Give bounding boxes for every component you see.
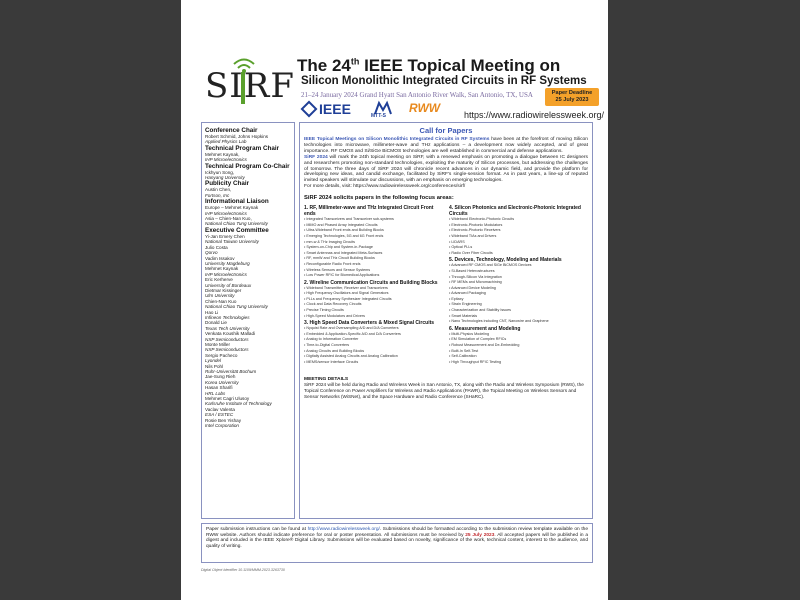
committee-member: Mehmet Kaynak: [205, 266, 239, 272]
focus-area-item: • RF MEMs and Micromachining: [449, 280, 502, 285]
focus-area-item: • Reconfigurable Radio Front ends: [304, 261, 361, 266]
focus-areas: [304, 204, 588, 365]
bullet-icon: •: [304, 343, 307, 348]
focus-area-item: • Time-to-Digital Converters: [304, 343, 350, 348]
mtt-label: MTT-S: [371, 113, 386, 119]
call-for-papers-column: [299, 122, 593, 519]
committee-affiliation: NXP Semiconductors: [205, 336, 249, 342]
page-subtitle: Silicon Monolithic Integrated Circuits in RF Systems: [301, 75, 587, 87]
bullet-icon: •: [449, 263, 452, 268]
committee-role-title: Technical Program Chair: [205, 144, 280, 152]
committee-role-title: Executive Committee: [205, 226, 269, 234]
bullet-icon: •: [449, 217, 452, 222]
bullet-icon: •: [304, 302, 307, 307]
bullet-icon: •: [449, 359, 452, 364]
focus-area-item: • System-on-Chip and System-in-Package: [304, 245, 373, 250]
committee-affiliation: Texas Tech University: [205, 325, 250, 331]
committee-member: Venkata Koushik Malladi: [205, 331, 256, 337]
bullet-icon: •: [304, 256, 307, 261]
bullet-icon: •: [449, 268, 452, 273]
committee-affiliation: NXP Semiconductors: [205, 347, 249, 353]
bullet-icon: •: [304, 313, 307, 318]
committee-affiliation: Infineon Technologies: [205, 314, 250, 320]
focus-area-item: • Wireless Sensors and Sensor Systems: [304, 267, 371, 272]
bullet-icon: •: [449, 319, 452, 324]
committee-affiliation: National Chiao Tung University: [205, 304, 268, 310]
bullet-icon: •: [304, 233, 307, 238]
committee-affiliation: University Magdeburg: [205, 260, 250, 266]
focus-area-item: • High-Speed Modulators and Drivers: [304, 313, 365, 318]
focus-area-title: 4. Silicon Photonics and Electronic-Photonic Integrated Circuits: [449, 205, 581, 218]
focus-area-item: • Precise Timing Circuits: [304, 308, 344, 313]
document-page: [181, 0, 608, 600]
committee-affiliation: National Chiao Tung University: [205, 221, 268, 227]
focus-area-item: • RF, mmW and THz Circuit Building Blocks: [304, 256, 375, 261]
focus-area-title: 1. RF, Millimeter-wave and THz Integrated Circuit Front ends: [304, 205, 434, 218]
bullet-icon: •: [304, 250, 307, 255]
focus-area-item: • Clock and Data Recovery Circuits: [304, 302, 362, 307]
bullet-icon: •: [449, 233, 452, 238]
page-title: The 24th IEEE Topical Meeting on: [297, 56, 561, 75]
focus-area-item: • Nyquist Rate and Oversampling A/D and D/A Converters: [304, 326, 399, 331]
ieee-diamond-icon: [301, 101, 318, 118]
bullet-icon: •: [449, 239, 452, 244]
cfp-intro: IEEE Topical Meetings on Silicon Monolithic Integrated Circuits in RF Systems have been at the forefront of moving Silicon technologies into microwave, millimeter-wave and THz applications – a development now widely accepted, and of great importance. RF CMOS and Si/SiGe BiCMOS technologies are well established in commercial and defense applications. SiRF 2024 will mark the 24th topical meeting on SiRF, with a renewed emphasis on promoting a dialogue between IC designers and researchers promoting non-standard technologies, exploiting the maturity of Silicon processes, but addressing the challenges of tomorrow. The three days of SiRF 2024 will chronicle recent advances in our dynamic field, and provide the platform for developing new ideas, and candid exchange, facilitated by SiRF's single-session format. As in past years, a line-up of reputed invited speakers will stimulate our discussions, with an emphasis on emerging technologies. For more details, visit: https://www.radiowirelessweek.org/conferences/sirf/: [304, 137, 588, 190]
committee-affiliation: University of Bordeaux: [205, 282, 252, 288]
committee-member: Ickhyun Song,: [205, 169, 235, 175]
committee-member: Hasan Sharifi: [205, 385, 233, 391]
focus-area-item: • Analog to Information Converter: [304, 337, 359, 342]
focus-area-item: • Optical PLLs: [449, 245, 473, 250]
focus-area-item: • Wideband Transmitter, Receiver and Transceivers: [304, 285, 388, 290]
committee-member: Austin Chen,: [205, 187, 232, 193]
cfp-heading: Call for Papers: [419, 126, 473, 135]
bullet-icon: •: [449, 348, 452, 353]
focus-area-item: • Strain Engineering: [449, 302, 482, 307]
committee-affiliation: Hanyang University: [205, 175, 245, 181]
bullet-icon: •: [304, 222, 307, 227]
bullet-icon: •: [449, 296, 452, 301]
focus-area-item: • Emerging Technologies, 5G and 6G Front ends: [304, 233, 384, 238]
deadline-label: Paper Deadline: [551, 90, 593, 96]
focus-area-item: • High Throughput RFIC Testing: [449, 359, 501, 364]
committee-member: Monte Miller: [205, 342, 231, 347]
bullet-icon: •: [449, 343, 452, 348]
bullet-icon: •: [304, 326, 307, 331]
committee-role-title: Publicity Chair: [205, 180, 250, 188]
focus-area-item: • MEMS/sensor Interface Circuits: [304, 359, 359, 364]
focus-area-item: • Nano Technologies including CNT, Nanowire and Graphene: [449, 319, 549, 324]
focus-area-item: • Analog Circuits and Building Blocks: [304, 348, 365, 353]
bullet-icon: •: [449, 222, 452, 227]
committee-member: Eric Kerherve: [205, 277, 233, 283]
focus-area-item: • Epitaxy: [449, 296, 464, 301]
paper-deadline-badge: [545, 88, 599, 106]
committee-member: Sergio Pacheco: [205, 352, 238, 358]
bullet-icon: •: [449, 308, 452, 313]
committee-affiliation: Applied Physics Lab: [205, 139, 247, 145]
focus-area-item: • Embedded & Application-Specific A/D and D/A Converters: [304, 331, 401, 336]
bullet-icon: •: [304, 245, 307, 250]
committee-affiliation: Korea University: [205, 379, 239, 385]
bullet-icon: •: [304, 239, 307, 244]
bullet-icon: •: [449, 274, 452, 279]
ieee-logo: IEEE: [303, 101, 351, 117]
committee-affiliation: Qorvo: [205, 250, 218, 256]
bullet-icon: •: [304, 217, 307, 222]
bullet-icon: •: [304, 348, 307, 353]
focus-area-item: • EM Simulation of Complex RFICs: [449, 337, 507, 342]
focus-area-item: • Ultra-Wideband Front ends and Building Blocks: [304, 228, 384, 233]
committee-member: Asia – Chien-Nan Kuo,: [205, 216, 252, 222]
focus-area-item: • Robust Measurement and De-Embedding: [449, 343, 520, 348]
committee-member: Yi-Jan Emery Chen: [205, 233, 245, 239]
focus-area-item: • Characterization and Stability Issues: [449, 308, 511, 313]
bullet-icon: •: [304, 359, 307, 364]
committee-member: Donald Lie: [205, 320, 227, 326]
committee-affiliation: Fortson, Inc: [205, 192, 230, 198]
committee-role-title: Informational Liaison: [205, 198, 269, 206]
committee-affiliation: Ruhr-Universität Bochum: [205, 369, 257, 375]
doi-line: Digital Object Identifier 10.1109/MMM.2023.3263730: [201, 568, 285, 572]
focus-area-title: 2. Wireline Communication Circuits and Building Blocks: [304, 279, 438, 286]
venue-line: 21–24 January 2024 Grand Hyatt San Antonio River Walk, San Antonio, TX, USA: [301, 91, 533, 99]
committee-member: Nils Pohl: [205, 363, 224, 369]
focus-area-item: • Advanced Packaging: [449, 291, 486, 296]
committee-column: [201, 122, 295, 519]
bullet-icon: •: [449, 337, 452, 342]
focus-area-item: • PLLs and Frequency Synthesizer Integrated Circuits: [304, 296, 392, 301]
bullet-icon: •: [449, 285, 452, 290]
focus-area-item: • Smart Antennas and Integrated Meta-Surfaces: [304, 250, 383, 255]
committee-role-title: Technical Program Co-Chair: [205, 162, 290, 170]
bullet-icon: •: [304, 291, 307, 296]
focus-areas-left: [304, 204, 443, 365]
focus-area-item: • Multi-Physics Modeling: [449, 331, 490, 336]
bullet-icon: •: [449, 354, 452, 359]
committee-affiliation: Lyondel: [205, 358, 222, 364]
submission-link[interactable]: http://www.radiowirelessweek.org/: [307, 527, 380, 532]
bullet-icon: •: [449, 291, 452, 296]
submission-deadline: 25 July 2023: [465, 532, 495, 538]
focus-area-title: 3. High Speed Data Converters & Mixed Signal Circuits: [304, 320, 435, 327]
committee-member: Rosie Ben Yishay: [205, 417, 242, 423]
committee-member: Europe – Mehmet Kaynak: [205, 205, 259, 211]
cfp-details-link[interactable]: For more details, visit: https://www.radiowirelessweek.org/conferences/sirf/: [304, 184, 466, 190]
focus-area-item: • Radio Over Fiber Circuits: [449, 250, 493, 255]
meeting-details-text: SiRF 2024 will be held during Radio and Wireless Week in San Antonio, TX, along with the Radio and Wireless Symposium (RWS), the Topical Conference on Power Amplifiers for Wireless and Radio Applications (PAWR), the Topical Meeting on Wireless Sensors and Sensor Networks (WiSNet), and the Space Hardware and Radio Conference (SHaRC).: [304, 382, 584, 399]
focus-area-item: • Wideband TIAs and Drivers: [449, 233, 497, 238]
bullet-icon: •: [304, 354, 307, 359]
focus-area-item: • Integrated Transceivers and Transceiver sub-systems: [304, 217, 394, 222]
committee-affiliation: Intel Corporation: [205, 423, 239, 429]
focus-area-item: • Smart Materials: [449, 313, 478, 318]
focus-areas-heading: SiRF 2024 solicits papers in the following focus areas:: [304, 195, 454, 202]
sirf-logo: [205, 52, 295, 120]
bullet-icon: •: [304, 273, 307, 278]
header-url-link[interactable]: https://www.radiowirelessweek.org/: [464, 110, 605, 120]
committee-affiliation: HRL Labs: [205, 390, 226, 396]
committee-member: Dietmar Kissinger: [205, 287, 242, 293]
bullet-icon: •: [449, 245, 452, 250]
committee-member: Julio Costa: [205, 244, 228, 250]
committee-affiliation: IHP Microelectronics: [205, 157, 247, 163]
focus-area-item: • Digitally Assisted Analog Circuits and Analog Calibration: [304, 354, 398, 359]
focus-area-title: 6. Measurement and Modeling: [449, 325, 521, 332]
committee-member: Mehmet Kaynak,: [205, 151, 240, 157]
focus-area-item: • Electronic-Photonic Receivers: [449, 228, 501, 233]
focus-area-item: • Built-In Self-Test: [449, 348, 479, 353]
bullet-icon: •: [304, 337, 307, 342]
focus-area-item: • Wideband Electronic-Photonic Circuits: [449, 217, 515, 222]
rww-logo: RWW: [409, 101, 441, 115]
committee-role-title: Conference Chair: [205, 127, 258, 134]
bullet-icon: •: [304, 285, 307, 290]
bullet-icon: •: [304, 261, 307, 266]
committee-member: Hao Li: [205, 309, 219, 315]
focus-area-item: • Advanced RF CMOS and SiGe BiCMOS Devices: [449, 263, 532, 268]
focus-areas-right: [449, 204, 588, 365]
bullet-icon: •: [449, 280, 452, 285]
submission-instructions: Paper submission instructions can be found at http://www.radiowirelessweek.org/. Submissions should be formatted according to the submission review template available on the RWW website. Authors should indicate preference for oral or poster presentation. All submissions must be received by 25 July 2023. All accepted papers will be published in a digest and included in the IEEE Xplore® Digital Library. Submissions will be evaluated based on novelty, significance of the work, technical content, interest to the audience, and quality of writing.: [201, 523, 593, 563]
focus-area-title: 5. Devices, Technology, Modeling and Materials: [449, 257, 562, 264]
focus-area-item: • Low Power RFIC for Biomedical Applications: [304, 273, 380, 278]
focus-area-item: • Advanced Device Modeling: [449, 285, 496, 290]
logo-text: SIRF: [205, 66, 295, 106]
bullet-icon: •: [304, 228, 307, 233]
committee-member: Vadim Issakov: [205, 255, 235, 261]
bullet-icon: •: [449, 228, 452, 233]
focus-area-item: • Self-Calibration: [449, 354, 477, 359]
bullet-icon: •: [304, 331, 307, 336]
committee-member: Mehmet Cagri Ulusoy: [205, 396, 250, 402]
meeting-details-heading: MEETING DETAILS: [304, 377, 349, 383]
bullet-icon: •: [449, 250, 452, 255]
focus-area-item: • Through-Silicon Via Integration: [449, 274, 502, 279]
deadline-date: 25 July 2023: [555, 97, 589, 103]
focus-area-item: • MIMO and Phased Array Integrated Circuits: [304, 222, 378, 227]
focus-area-item: • LIDARS: [449, 239, 465, 244]
bullet-icon: •: [304, 308, 307, 313]
committee-affiliation: IHP Microelectronics: [205, 271, 247, 277]
bullet-icon: •: [449, 331, 452, 336]
committee-affiliation: National Taiwan University: [205, 239, 259, 245]
focus-area-item: • Electronic-Photonic Modulators: [449, 222, 503, 227]
committee-affiliation: IHP Microelectronics: [205, 210, 247, 216]
committee-member: Robert Schmid, Johns Hopkins: [205, 134, 269, 139]
committee-affiliation: ESA / ESTEC: [205, 412, 234, 418]
focus-area-item: • High Frequency Oscillators and Signal Generators: [304, 291, 389, 296]
focus-area-item: • mm-w & THz Imaging Circuits: [304, 239, 356, 244]
bullet-icon: •: [449, 302, 452, 307]
committee-member: Jae-Sung Rieh: [205, 374, 236, 380]
committee-member: Vaclav Valenta: [205, 406, 235, 412]
bullet-icon: •: [304, 296, 307, 301]
committee-affiliation: Ulm University: [205, 293, 235, 299]
bullet-icon: •: [449, 313, 452, 318]
focus-area-item: • Si-Based Heterostructures: [449, 268, 495, 273]
bullet-icon: •: [304, 267, 307, 272]
committee-affiliation: Karlsruhe Institute of Technology: [205, 401, 272, 407]
committee-member: Chien-Nan Kuo: [205, 298, 237, 304]
